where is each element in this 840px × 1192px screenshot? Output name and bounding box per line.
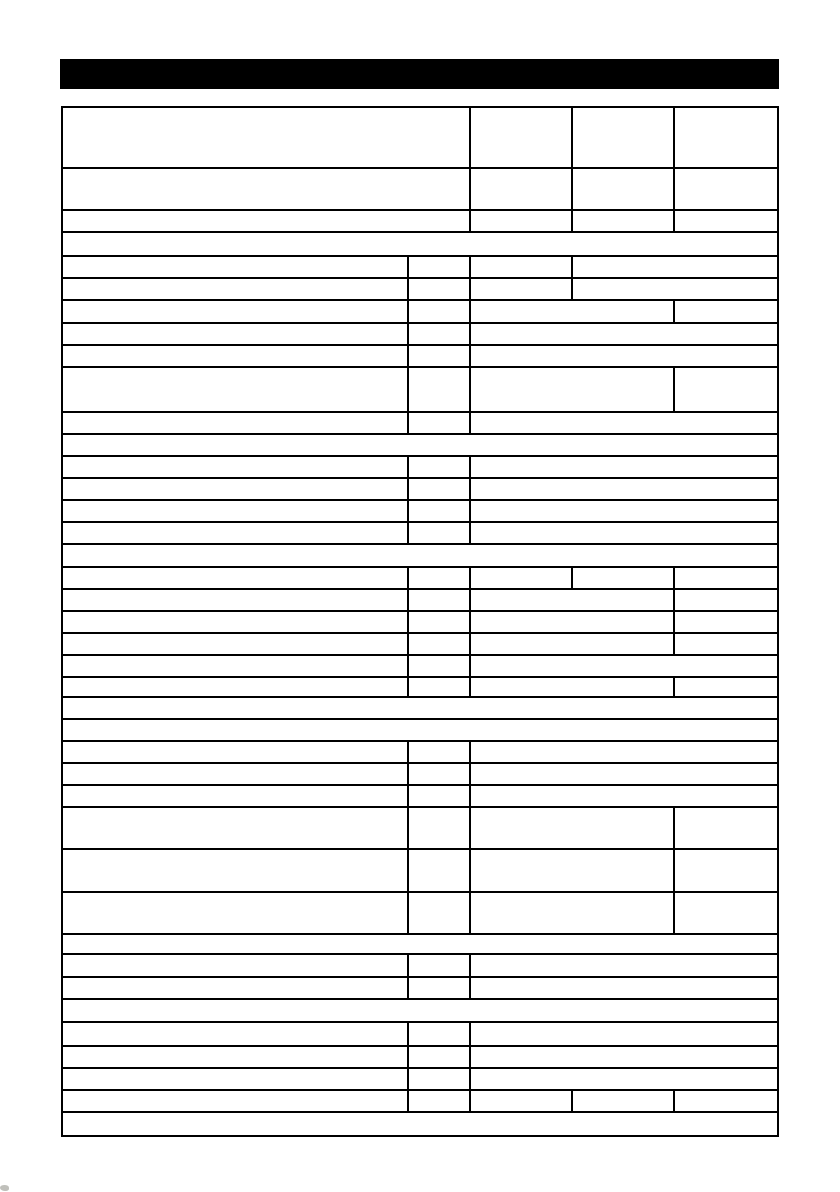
table-row [62, 785, 778, 807]
table-cell [470, 323, 778, 345]
table-cell [674, 567, 778, 589]
table-cell [408, 367, 470, 412]
table-row [62, 323, 778, 345]
table-cell [62, 168, 470, 210]
table-cell [62, 323, 408, 345]
table-row [62, 1068, 778, 1090]
table-row [62, 168, 778, 210]
table-cell [62, 256, 408, 278]
table-row [62, 807, 778, 849]
table-row [62, 954, 778, 977]
table-cell [408, 567, 470, 589]
table-cell [62, 567, 408, 589]
table-row [62, 256, 778, 278]
table-cell [470, 412, 778, 434]
table-cell [470, 849, 674, 892]
table-cell [408, 323, 470, 345]
table-cell [62, 741, 408, 763]
table-cell [408, 655, 470, 677]
table-row [62, 589, 778, 611]
table-cell [408, 785, 470, 807]
table-row [62, 107, 778, 168]
table-row [62, 500, 778, 522]
scan-artifact [0, 1185, 9, 1191]
table-cell [470, 500, 778, 522]
table-cell [62, 849, 408, 892]
table-cell [62, 367, 408, 412]
table-cell [470, 107, 572, 168]
table-row [62, 345, 778, 367]
table-row [62, 478, 778, 500]
table-row [62, 522, 778, 544]
table-row [62, 934, 778, 954]
table-cell [674, 589, 778, 611]
table-cell [62, 954, 408, 977]
table-cell [62, 999, 778, 1022]
table-row [62, 697, 778, 719]
table-cell [62, 677, 408, 697]
table-cell [62, 1046, 408, 1068]
table-row [62, 232, 778, 256]
form-table [61, 106, 779, 1137]
table-cell [470, 741, 778, 763]
table-cell [470, 522, 778, 544]
table-cell [62, 1068, 408, 1090]
table-row [62, 999, 778, 1022]
table-cell [62, 107, 470, 168]
table-cell [470, 677, 674, 697]
table-cell [470, 1046, 778, 1068]
table-cell [470, 633, 674, 655]
table-cell [470, 954, 778, 977]
table-cell [62, 478, 408, 500]
table-cell [62, 345, 408, 367]
table-cell [408, 589, 470, 611]
table-cell [470, 168, 572, 210]
table-row [62, 1046, 778, 1068]
table-cell [62, 633, 408, 655]
table-cell [62, 807, 408, 849]
table-cell [572, 278, 778, 300]
table-cell [408, 522, 470, 544]
table-cell [62, 544, 778, 567]
table-row [62, 719, 778, 741]
table-row [62, 367, 778, 412]
table-cell [408, 345, 470, 367]
table-cell [572, 256, 778, 278]
table-cell [572, 107, 674, 168]
table-cell [572, 567, 674, 589]
table-row [62, 849, 778, 892]
table-row [62, 412, 778, 434]
table-cell [408, 500, 470, 522]
table-cell [62, 589, 408, 611]
table-cell [408, 256, 470, 278]
table-cell [470, 456, 778, 478]
table-cell [408, 633, 470, 655]
table-row [62, 977, 778, 999]
table-cell [674, 807, 778, 849]
table-cell [62, 934, 778, 954]
table-cell [62, 655, 408, 677]
table-row [62, 655, 778, 677]
table-cell [62, 434, 778, 456]
table-cell [674, 849, 778, 892]
table-row [62, 300, 778, 323]
table-cell [62, 210, 470, 232]
table-cell [62, 500, 408, 522]
table-cell [674, 677, 778, 697]
table-row [62, 567, 778, 589]
table-cell [674, 210, 778, 232]
table-cell [62, 719, 778, 741]
table-cell [470, 611, 674, 633]
table-row [62, 633, 778, 655]
table-cell [408, 849, 470, 892]
table-cell [408, 741, 470, 763]
table-cell [674, 107, 778, 168]
table-row [62, 1090, 778, 1112]
table-cell [62, 763, 408, 785]
table-cell [470, 977, 778, 999]
table-row [62, 434, 778, 456]
table-cell [408, 478, 470, 500]
table-cell [674, 168, 778, 210]
table-cell [62, 278, 408, 300]
table-cell [470, 785, 778, 807]
table-cell [408, 807, 470, 849]
table-cell [408, 1022, 470, 1046]
table-cell [470, 478, 778, 500]
table-cell [408, 677, 470, 697]
table-cell [62, 300, 408, 323]
table-cell [408, 611, 470, 633]
table-cell [674, 1090, 778, 1112]
table-cell [470, 567, 572, 589]
table-cell [572, 210, 674, 232]
table-cell [470, 655, 778, 677]
table-row [62, 210, 778, 232]
table-cell [62, 232, 778, 256]
table-cell [408, 892, 470, 934]
table-cell [674, 300, 778, 323]
table-cell [470, 807, 674, 849]
table-cell [62, 1022, 408, 1046]
table-cell [408, 456, 470, 478]
form-table-body [62, 107, 778, 1136]
table-cell [470, 256, 572, 278]
table-cell [470, 1068, 778, 1090]
table-cell [408, 1090, 470, 1112]
table-cell [408, 300, 470, 323]
table-cell [62, 892, 408, 934]
table-cell [408, 278, 470, 300]
table-cell [470, 1090, 572, 1112]
table-cell [408, 763, 470, 785]
table-cell [572, 168, 674, 210]
table-cell [408, 954, 470, 977]
table-cell [470, 763, 778, 785]
title-bar [60, 59, 779, 89]
table-cell [62, 1090, 408, 1112]
table-cell [470, 589, 674, 611]
table-cell [408, 1068, 470, 1090]
table-row [62, 611, 778, 633]
table-row [62, 1112, 778, 1136]
table-cell [62, 785, 408, 807]
table-row [62, 741, 778, 763]
table-row [62, 1022, 778, 1046]
table-cell [470, 345, 778, 367]
table-cell [470, 278, 572, 300]
table-cell [62, 522, 408, 544]
table-cell [470, 300, 674, 323]
table-cell [470, 367, 674, 412]
table-cell [408, 412, 470, 434]
table-cell [62, 456, 408, 478]
table-cell [62, 697, 778, 719]
table-cell [62, 1112, 778, 1136]
table-cell [674, 892, 778, 934]
table-cell [572, 1090, 674, 1112]
table-cell [470, 1022, 778, 1046]
table-cell [62, 611, 408, 633]
table-cell [62, 977, 408, 999]
table-cell [62, 412, 408, 434]
table-row [62, 892, 778, 934]
table-row [62, 456, 778, 478]
table-row [62, 763, 778, 785]
table-cell [408, 1046, 470, 1068]
table-row [62, 544, 778, 567]
table-cell [674, 367, 778, 412]
table-cell [674, 611, 778, 633]
table-cell [408, 977, 470, 999]
table-row [62, 278, 778, 300]
table-cell [470, 210, 572, 232]
table-cell [470, 892, 674, 934]
table-row [62, 677, 778, 697]
table-cell [674, 633, 778, 655]
